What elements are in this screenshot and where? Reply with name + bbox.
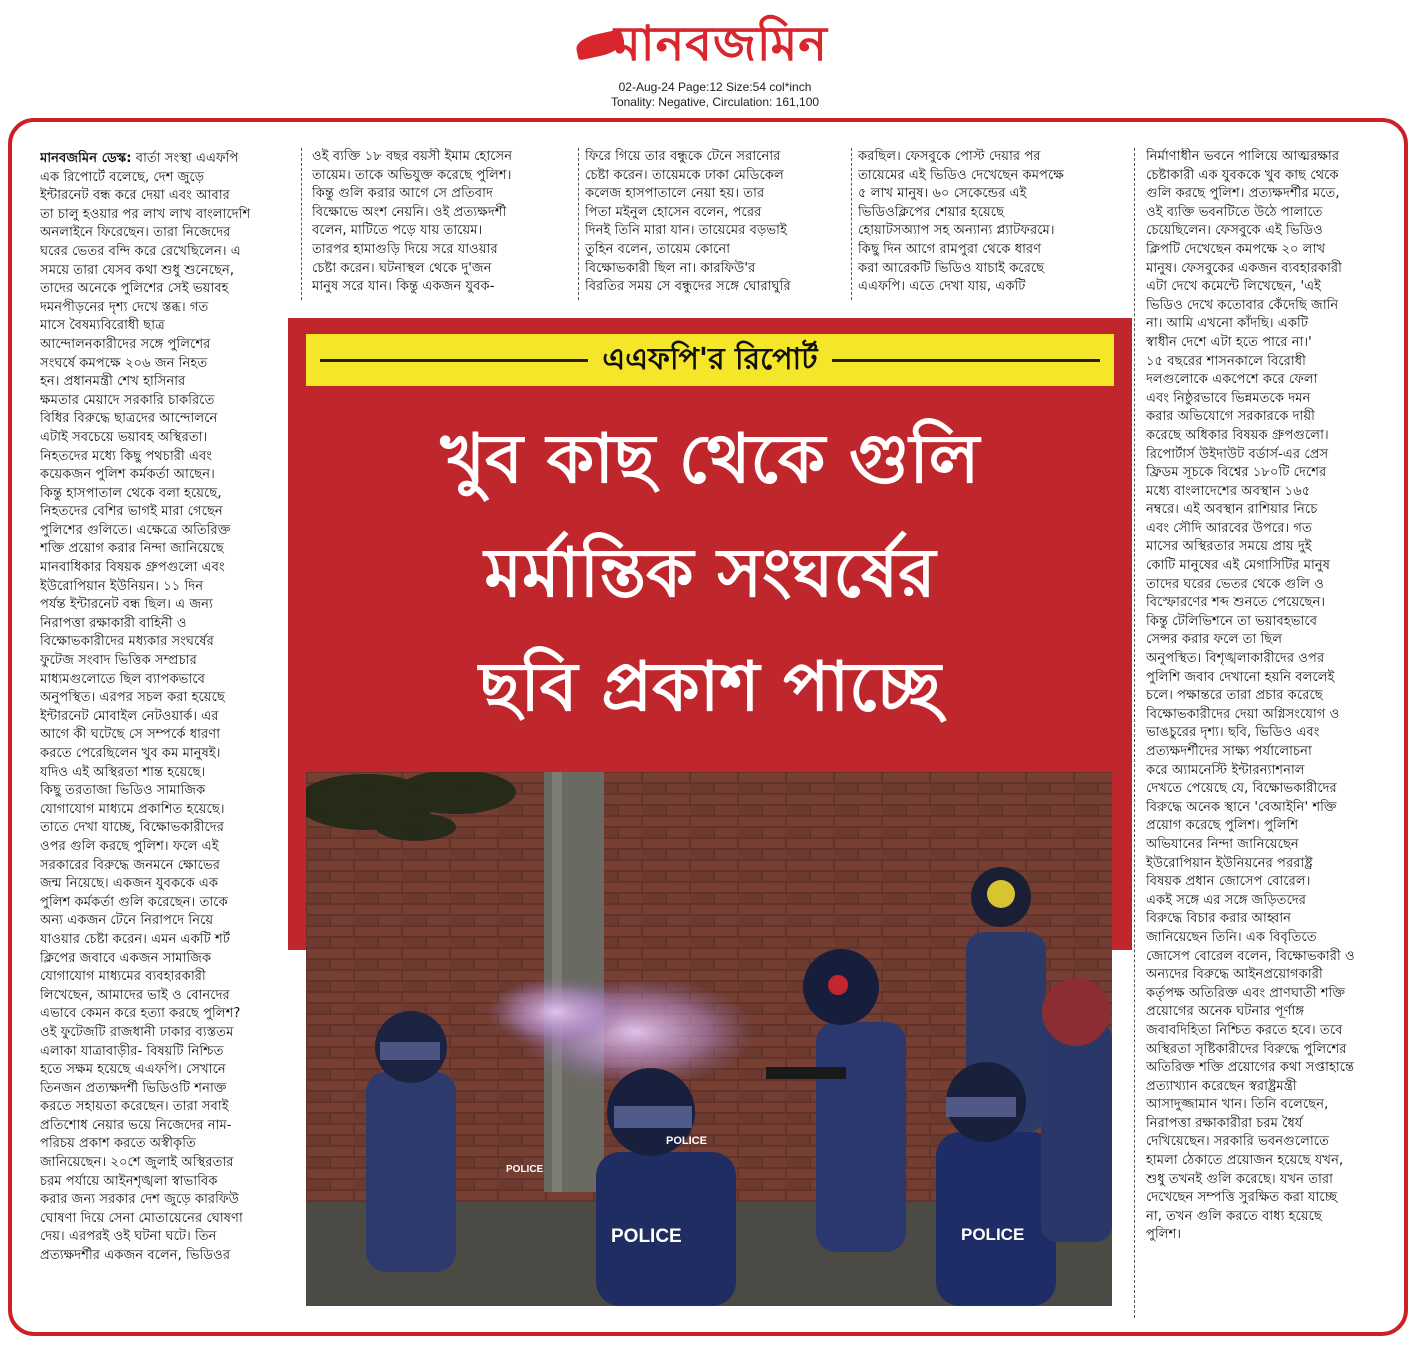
article-column-1 xyxy=(40,150,298,1320)
helmet-label: POLICE xyxy=(666,1135,707,1147)
police-photo-illustration xyxy=(306,772,1112,1306)
clip-metadata xyxy=(560,80,870,110)
vest-label-right: POLICE xyxy=(961,1225,1025,1244)
vest-label-center: POLICE xyxy=(611,1226,682,1247)
clip-meta-line-2: Tonality: Negative, Circulation: 161,100 xyxy=(610,95,820,109)
masthead-logo xyxy=(570,8,850,78)
byline: মানবজমিন ডেস্ক: xyxy=(40,151,132,166)
headline-line-1: খুব কাছ থেকে গুলি xyxy=(440,419,980,499)
kicker-banner xyxy=(306,334,1114,386)
column-divider xyxy=(1134,148,1135,1318)
kicker-rule-left xyxy=(320,359,588,362)
column-divider xyxy=(851,148,852,300)
headline-line-2: মর্মান্তিক সংঘর্ষের xyxy=(484,533,936,613)
article-column-4: করছিল। ফেসবুকে পোস্ট দেয়ার পর তায়েমের এই ভিডিও দেখেছেন কমপক্ষে ৫ লাখ মানুষ। ৬০ সেকেন্ডের এই ভিডিওক্লিপের শেয়ার হয়েছে হোয়াটসঅ্যাপ সহ অন্যান্য প্ল্যাটফরমে। কিছু দিন আগে রামপুরা থেকে ধারণ করা আরেকটি ভিডিও যাচাই করেছে এএফপি। এতে দেখা যায়, একটি xyxy=(858,149,1064,295)
kicker-rule-right xyxy=(832,359,1100,362)
news-photo xyxy=(306,772,1112,1306)
article-column-2: ওই ব্যক্তি ১৮ বছর বয়সী ইমাম হোসেন তায়েম। তাকে অভিযুক্ত করেছে পুলিশ। কিন্তু গুলি করার আগে সে প্রতিবাদ বিক্ষোভে অংশ নেয়নি। ওই প্রত্যক্ষদর্শী বলেন, মাটিতে পড়ে যায় তায়েম। তারপর হামাগুড়ি দিয়ে সরে যাওয়ার চেষ্টা করেন। ঘটনাস্থল থেকে দু'জন মানুষ সরে যান। কিন্তু একজন যুবক- xyxy=(312,149,513,295)
vest-label-left: POLICE xyxy=(506,1164,544,1175)
headline-line-3: ছবি প্রকাশ পাচ্ছে xyxy=(479,647,941,727)
masthead-name: মানবজমিন xyxy=(614,16,828,72)
police-officer-far-right xyxy=(1041,978,1112,1242)
column-divider xyxy=(301,148,302,300)
column-1-text: বার্তা সংস্থা এএফপি এক রিপোর্টে বলেছে, দেশ জুড়ে ইন্টারনেট বন্ধ করে দেয়া এবং আবার তা চালু হওয়ার পর লাখ লাখ বাংলাদেশি অনলাইনে ফিরেছেন। তারা নিজেদের ঘরের ভেতর বন্দি করে রেখেছিলেন। এ সময়ে তারা যেসব কথা শুধু শুনেছেন, তাদের অনেকে পুলিশের সেই ভয়াবহ দমনপীড়নের দৃশ্য দেখে স্তব্ধ। গত মাসে বৈষম্যবিরোধী ছাত্র আন্দোলনকারীদের সঙ্গে পুলিশের সংঘর্ষে কমপক্ষে ২০৬ জন নিহত হন। প্রধানমন্ত্রী শেখ হাসিনার ক্ষমতার মেয়াদে সরকারি চাকরিতে বিধির বিরুদ্ধে ছাত্রদের আন্দোলনে এটাই সবচেয়ে ভয়াবহ অস্থিরতা। নিহতদের মধ্যে কিছু পথচারী এবং কয়েকজন পুলিশ কর্মকর্তা আছেন। কিন্তু হাসপাতাল থেকে বলা হয়েছে, নিহতদের বেশির ভাগই মারা গেছেন পুলিশের গুলিতে। এক্ষেত্রে অতিরিক্ত শক্তি প্রয়োগ করার নিন্দা জানিয়েছে মানবাধিকার বিষয়ক গ্রুপগুলো এবং ইউরোপিয়ান ইউনিয়ন। ১১ দিন পর্যন্ত ইন্টারনেট বন্ধ ছিল। এ জন্য নিরাপত্তা রক্ষাকারী বাহিনী ও বিক্ষোভকারীদের মধ্যকার সংঘর্ষের ফুটেজ সংবাদ ভিত্তিক সম্প্রচার মাধ্যমগুলোতে ছিল ব্যাপকভাবে অনুপস্থিত। এরপর সচল করা হয়েছে ইন্টারনেট মোবাইল নেটওয়ার্ক। এর আগে কী ঘটেছে সে সম্পর্কে ধারণা করতে পেরেছিলেন খুব কম মানুষই। যদিও এই অস্থিরতা শান্ত হয়েছে। কিছু তরতাজা ভিডিও সামাজিক যোগাযোগ মাধ্যমে প্রকাশিত হয়েছে। তাতে দেখা যাচ্ছে, বিক্ষোভকারীদের ওপর গুলি করছে পুলিশ। ফলে এই সরকারের বিরুদ্ধে জনমনে ক্ষোভের জন্ম নিয়েছে। একজন যুবককে এক পুলিশ কর্মকর্তা গুলি করেছেন। তাকে অন্য একজন টেনে নিরাপদে নিয়ে যাওয়ার চেষ্টা করেন। এমন একটি শর্ট ক্লিপের জবাবে একজন সামাজিক যোগাযোগ মাধ্যমের ব্যবহারকারী লিখেছেন, আমাদের ভাই ও বোনদের এভাবে কেমন করে হত্যা করছে পুলিশ? ওই ফুটেজটি রাজধানী ঢাকার ব্যস্ততম এলাকা যাত্রাবাড়ীর- বিষয়টি নিশ্চিত হতে সক্ষম হয়েছে এএফপি। সেখানে তিনজন প্রত্যক্ষদর্শী ভিডিওটি শনাক্ত করতে সহায়তা করেছেন। তারা সবাই প্রতিশোধ নেয়ার ভয়ে নিজেদের নাম- পরিচয় প্রকাশ করতে অস্বীকৃতি জানিয়েছেন। ২০শে জুলাই অস্থিরতার চরম পর্যায়ে আইনশৃঙ্খলা স্বাভাবিক করার জন্য সরকার দেশ জুড়ে কারফিউ ঘোষণা দিয়ে সেনা মোতায়েনের ঘোষণা দেয়। এরপরই ওই ঘটনা ঘটে। তিন প্রত্যক্ষদর্শীর একজন বলেন, ভিডিওর xyxy=(40,151,251,1264)
kicker-text: এএফপি'র রিপোর্ট xyxy=(602,341,818,377)
police-officer-left xyxy=(366,1011,456,1272)
article-column-3: ফিরে গিয়ে তার বন্ধুকে টেনে সরানোর চেষ্টা করেন। তায়েমকে ঢাকা মেডিকেল কলেজ হাসপাতালে নেয়া হয়। তার পিতা মইনুল হোসেন বলেন, পরের দিনই তিনি মারা যান। তায়েমের বড়ভাই তুহিন বলেন, তায়েম কোনো বিক্ষোভকারী ছিল না। কারফিউ'র বিরতির সময় সে বন্ধুদের সঙ্গে ঘোরাঘুরি xyxy=(585,149,791,295)
article-column-5: নির্মাণাধীন ভবনে পালিয়ে আত্মরক্ষার চেষ্টাকারী এক যুবককে খুব কাছ থেকে গুলি করছে পুলিশ। প্রত্যক্ষদর্শীর মতে, ওই ব্যক্তি ভবনটিতে উঠে পালাতে চেয়েছিলেন। ফেসবুকে এই ভিডিও ক্লিপটি দেখেছেন কমপক্ষে ২০ লাখ মানুষ। ফেসবুকের একজন ব্যবহারকারী এটা দেখে কমেন্টে লিখেছেন, 'এই ভিডিও দেখে কতোবার কেঁদেছি জানি না। আমি এখনো কাঁদছি। একটি স্বাধীন দেশে এটা হতে পারে না।' ১৫ বছরের শাসনকালে বিরোধী দলগুলোকে একপেশে করে ফেলা এবং নিষ্ঠুরভাবে ভিন্নমতকে দমন করার অভিযোগে সরকারকে দায়ী করেছে অধিকার বিষয়ক গ্রুপগুলো। রিপোর্টার্স উইদাউট বর্ডার্স-এর প্রেস ফ্রিডম সূচকে বিশ্বের ১৮০টি দেশের মধ্যে বাংলাদেশের অবস্থান ১৬৫ নম্বরে। এই অবস্থান রাশিয়ার নিচে এবং সৌদি আরবের উপরে। গত মাসের অস্থিরতার সময়ে প্রায় দুই কোটি মানুষের এই মেগাসিটির মানুষ তাদের ঘরের ভেতর থেকে গুলি ও বিস্ফোরণের শব্দ শুনতে পেয়েছেন। কিন্তু টেলিভিশনে তা ভয়াবহভাবে সেন্সর করার ফলে তা ছিল অনুপস্থিত। বিশৃঙ্খলাকারীদের ওপর পুলিশি জবাব দেখানো হয়নি বললেই চলে। পক্ষান্তরে তারা প্রচার করেছে বিক্ষোভকারীদের দেয়া অগ্নিসংযোগ ও ভাঙচুরের দৃশ্য। ছবি, ভিডিও এবং প্রত্যক্ষদর্শীদের সাক্ষ্য পর্যালোচনা করে অ্যামনেস্টি ইন্টারন্যাশনাল দেখতে পেয়েছে যে, বিক্ষোভকারীদের বিরুদ্ধে অনেক স্থানে 'বেআইনি' শক্তি প্রয়োগ করেছে পুলিশ। পুলিশি অভিযানের নিন্দা জানিয়েছেন ইউরোপিয়ান ইউনিয়নের পররাষ্ট্র বিষয়ক প্রধান জোসেপ বোরেল। একই সঙ্গে এর সঙ্গে জড়িতদের বিরুদ্ধে বিচার করার আহ্বান জানিয়েছেন তিনি। এক বিবৃতিতে জোসেপ বোরেল বলেন, বিক্ষোভকারী ও অন্যদের বিরুদ্ধে আইনপ্রয়োগকারী কর্তৃপক্ষ অতিরিক্ত এবং প্রাণঘাতী শক্তি প্রয়োগের অনেক ঘটনার পূর্ণাঙ্গ জবাবদিহিতা নিশ্চিত করতে হবে। তবে অস্থিরতা সৃষ্টিকারীদের বিরুদ্ধে পুলিশের অতিরিক্ত শক্তি প্রয়োগের কথা সপ্তাহান্তে প্রত্যাখ্যান করেছেন স্বরাষ্ট্রমন্ত্রী আসাদুজ্জামান খান। তিনি বলেছেন, নিরাপত্তা রক্ষাকারীরা চরম ধৈর্য দেখিয়েছেন। সরকারি ভবনগুলোতে হামলা ঠেকাতে প্রয়োজন হয়েছে যখন, শুধু তখনই গুলি করেছে। যখন তারা দেখেছেন সম্পত্তি সুরক্ষিত করা যাচ্ছে না, তখন গুলি করতে বাধ্য হয়েছে পুলিশ। xyxy=(1146,149,1355,1243)
clip-meta-line-1: 02-Aug-24 Page:12 Size:54 col*inch xyxy=(618,80,812,94)
column-divider xyxy=(578,148,579,300)
shotgun xyxy=(766,1067,846,1079)
